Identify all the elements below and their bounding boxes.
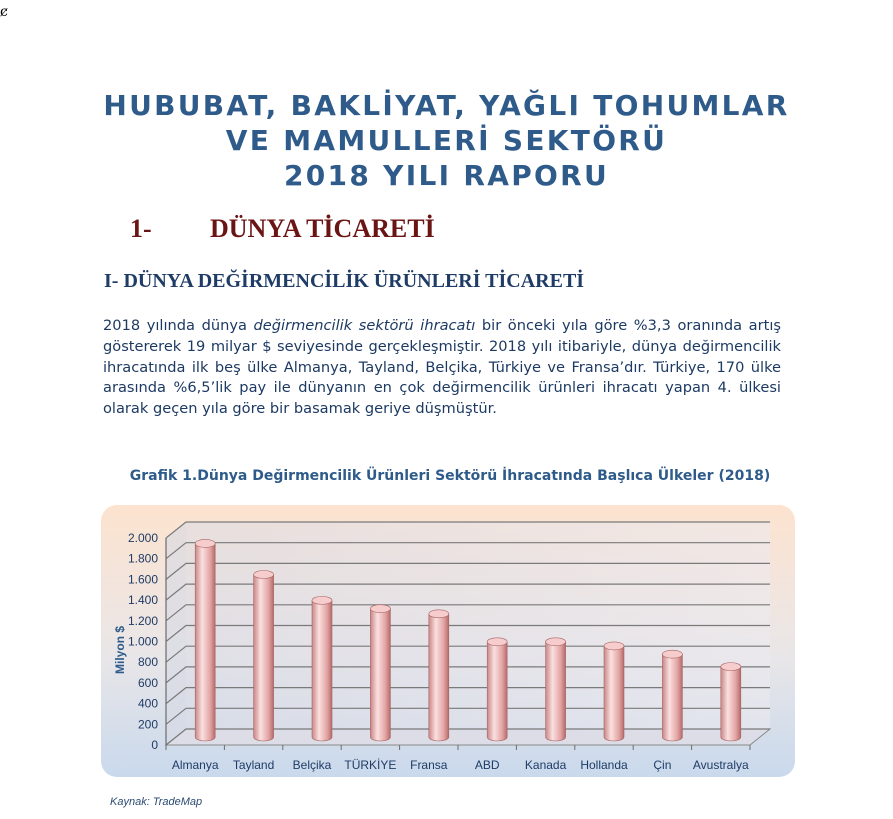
bar <box>662 654 682 741</box>
y-tick-label: 800 <box>137 655 158 670</box>
y-tick-label: 200 <box>137 717 158 732</box>
corner-mark: ȼ <box>0 4 8 20</box>
x-tick-label: Fransa <box>410 758 448 772</box>
subsection-heading: I- DÜNYA DEĞİRMENCİLİK ÜRÜNLERİ TİCARETİ <box>104 270 585 292</box>
bar-top <box>254 571 274 579</box>
bar-top <box>312 596 332 604</box>
x-tick-label: Almanya <box>171 758 219 772</box>
x-tick-label: Tayland <box>232 758 275 772</box>
bar <box>487 642 507 741</box>
report-title-line-3: 2018 YILI RAPORU <box>283 159 610 192</box>
y-tick-label: 400 <box>137 696 158 711</box>
y-axis-title: Milyon $ <box>113 625 127 675</box>
bar <box>195 543 215 741</box>
report-title-line-2: VE MAMULLERİ SEKTÖRÜ <box>225 124 668 157</box>
bar-top <box>487 638 507 646</box>
y-tick-label: 1.800 <box>127 551 158 566</box>
bar <box>429 614 449 741</box>
bar <box>312 600 332 741</box>
y-tick-label: 1.400 <box>127 593 158 608</box>
section-number: 1- <box>130 214 152 243</box>
chart-plot-area <box>113 522 770 772</box>
x-tick-label: Avustralya <box>692 758 749 772</box>
x-tick-label: TÜRKİYE <box>344 758 397 772</box>
bar-top <box>546 638 566 646</box>
y-tick-label: 1.200 <box>127 613 158 628</box>
report-title-line-1: HUBUBAT, BAKLİYAT, YAĞLI TOHUMLAR <box>103 89 790 122</box>
bar <box>721 667 741 741</box>
bar-top <box>195 539 215 547</box>
y-tick-label: 1.600 <box>127 572 158 587</box>
x-tick-label: Hollanda <box>580 758 628 772</box>
source-note: Kaynak: TradeMap <box>110 796 203 808</box>
bar-top <box>662 650 682 658</box>
y-tick-label: 1.000 <box>127 634 158 649</box>
y-tick-label: 0 <box>151 738 158 752</box>
bar <box>546 642 566 741</box>
paragraph-part-1: 2018 yılında dünya <box>103 317 254 334</box>
x-tick-label: ABD <box>474 758 500 772</box>
paragraph-part-3: bir önceki yıla göre %3,3 oranında artış göstererek 19 milyar $ seviyesinde gerçekleşmiştir. 2018 yılı itibariyle, dünya değirmencilik ihracatında ilk beş ülke Almanya, Tayland, Belçika, Türkiye ve Fransa’dır. Türkiye, 170 ülke arasında %6,5’lik pay ile dünyanın en çok değirmencilik ürünleri ihracatı yapan 4. ülkesi olarak geçen yıla göre bir basamak geriye düşmüştür. <box>103 317 781 418</box>
bar <box>254 575 274 741</box>
bar <box>370 609 390 741</box>
y-tick-label: 2.000 <box>127 531 158 545</box>
bar-top <box>370 605 390 613</box>
x-tick-label: Kanada <box>524 758 567 772</box>
chart-title: Grafik 1.Dünya Değirmencilik Ürünleri Sektörü İhracatında Başlıca Ülkeler (2018) <box>129 468 771 484</box>
x-tick-label: Belçika <box>292 758 332 772</box>
bar-top <box>429 610 449 618</box>
bar-top <box>721 663 741 671</box>
section-title: DÜNYA TİCARETİ <box>210 214 435 243</box>
paragraph-emphasis: değirmencilik sektörü ihracatı <box>253 317 476 334</box>
bar-top <box>604 642 624 650</box>
y-tick-label: 600 <box>137 675 158 690</box>
x-tick-label: Çin <box>653 758 672 772</box>
bar <box>604 646 624 741</box>
